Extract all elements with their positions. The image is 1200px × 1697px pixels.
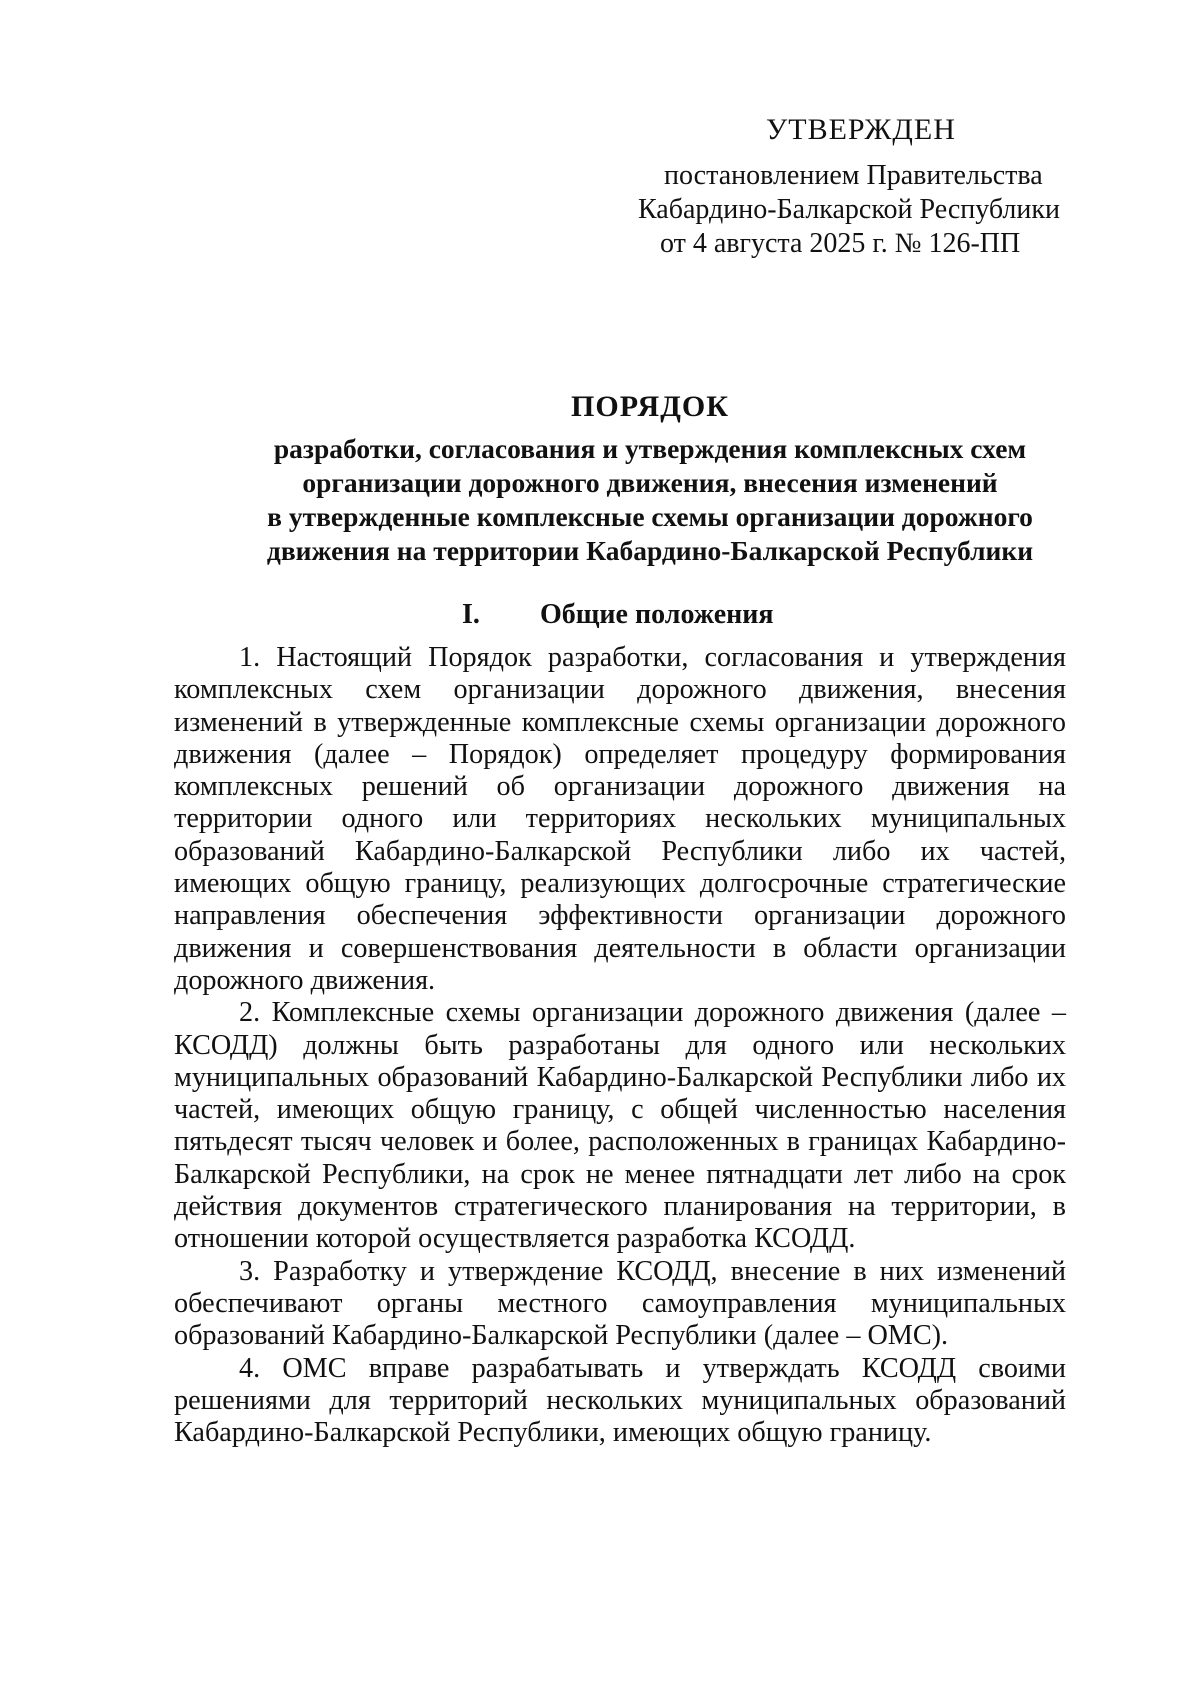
document-body: [174, 642, 1066, 1449]
paragraph: 2. Комплексные схемы организации дорожного движения (далее – КСОДД) должны быть разработаны для одного или нескольких муниципальных образований Кабардино-Балкарской Республики либо их частей, имеющих общую границу, с общей численностью населения пятьдесят тысяч человек и более, расположенных в границах Кабардино-Балкарской Республики, на срок не менее пятнадцати лет либо на срок действия документов стратегического планирования на территории, в отношении которой осуществляется разработка КСОДД.: [174, 997, 1066, 1255]
section-heading: [462, 597, 774, 633]
subtitle-line: в утвержденные комплексные схемы организации дорожного: [267, 501, 1033, 532]
subtitle-line: разработки, согласования и утверждения комплексных схем: [273, 433, 1027, 464]
approval-line: постановлением Правительства: [664, 160, 1043, 191]
section-number: I.: [462, 599, 480, 630]
approval-stamp-title: УТВЕРЖДЕН: [766, 113, 956, 146]
paragraph: 3. Разработку и утверждение КСОДД, внесение в них изменений обеспечивают органы местного самоуправления муниципальных образований Кабардино-Балкарской Республики (далее – ОМС).: [174, 1255, 1066, 1352]
paragraph: 4. ОМС вправе разрабатывать и утверждать КСОДД своими решениями для территорий нескольких муниципальных образований Кабардино-Балкарской Республики, имеющих общую границу.: [174, 1352, 1066, 1449]
section-title: Общие положения: [540, 599, 774, 630]
document-subtitle: [150, 432, 1150, 568]
subtitle-line: организации дорожного движения, внесения изменений: [302, 467, 998, 498]
document-title: ПОРЯДОК: [571, 390, 729, 423]
approval-line: Кабардино-Балкарской Республики: [638, 194, 1060, 225]
paragraph: 1. Настоящий Порядок разработки, согласования и утверждения комплексных схем организации дорожного движения, внесения изменений в утвержденные комплексные схемы организации дорожного движения (далее – Порядок) определяет процедуру формирования комплексных решений об организации дорожного движения на территории одного или территориях нескольких муниципальных образований Кабардино-Балкарской Республики либо их частей, имеющих общую границу, реализующих долгосрочные стратегические направления обеспечения эффективности организации дорожного движения и совершенствования деятельности в области организации дорожного движения.: [174, 642, 1066, 996]
approval-line: от 4 августа 2025 г. № 126-ПП: [660, 228, 1021, 259]
subtitle-line: движения на территории Кабардино-Балкарской Республики: [266, 535, 1034, 566]
